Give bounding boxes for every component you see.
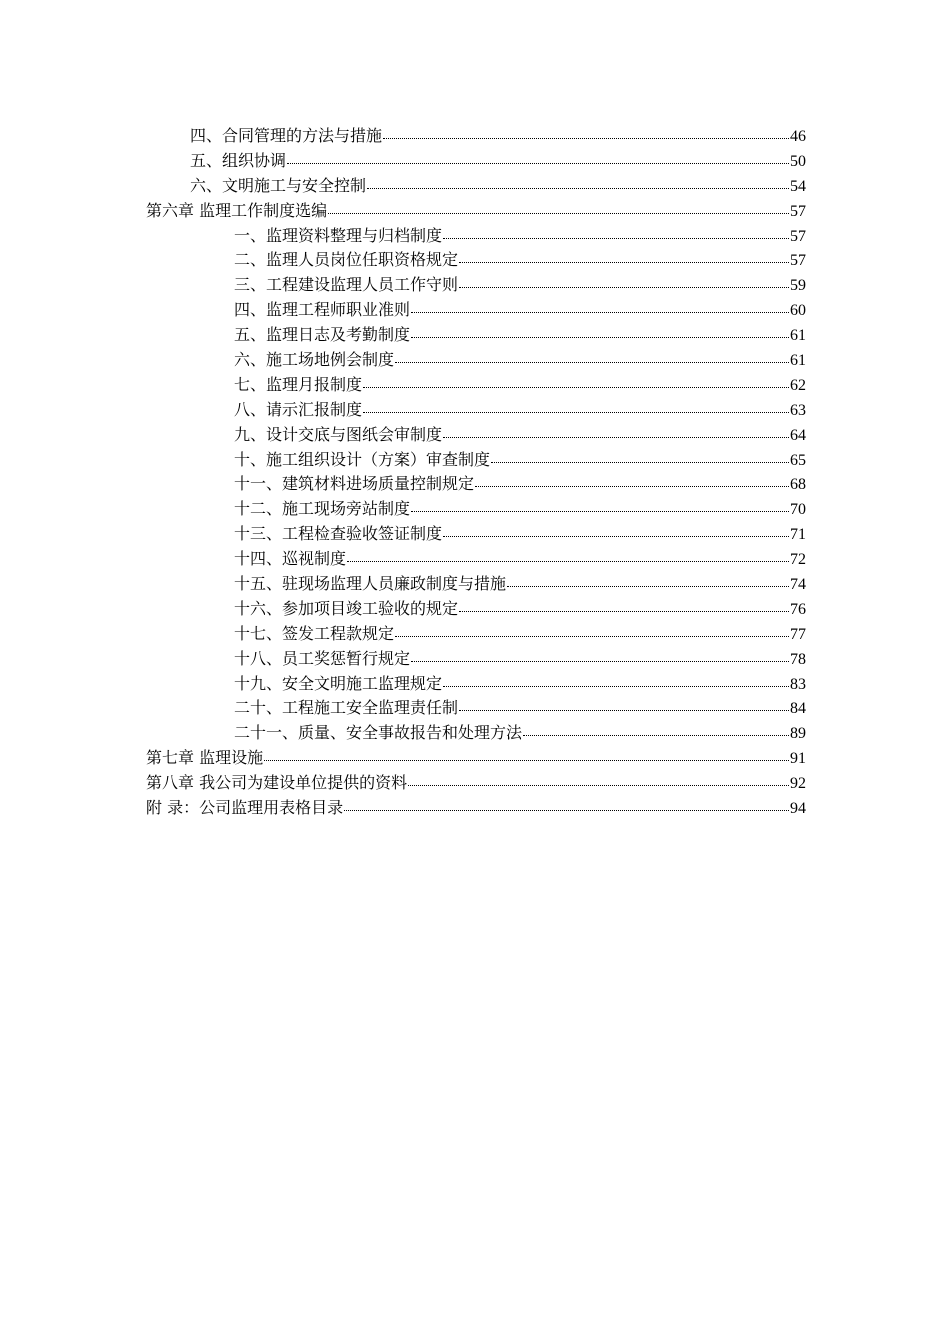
toc-section-entry[interactable] (146, 547, 806, 572)
table-of-contents (146, 124, 806, 821)
toc-entry-title: 九、设计交底与图纸会审制度 (234, 424, 443, 444)
toc-section-entry[interactable] (146, 373, 806, 398)
toc-entry-title: 附 录：公司监理用表格目录 (146, 798, 344, 818)
toc-entry-title: 六、施工场地例会制度 (234, 350, 395, 370)
toc-page-number: 57 (790, 252, 806, 270)
toc-page-number: 62 (790, 376, 806, 394)
toc-page-number: 71 (790, 526, 806, 544)
toc-dot-leader (443, 225, 789, 241)
toc-page-number: 57 (790, 227, 806, 245)
toc-section-entry[interactable] (146, 522, 806, 547)
toc-entry-title: 十六、参加项目竣工验收的规定 (234, 598, 459, 618)
toc-dot-leader (443, 673, 789, 689)
toc-section-entry[interactable] (146, 273, 806, 298)
toc-dot-leader (459, 249, 789, 265)
toc-entry-title: 十五、驻现场监理人员廉政制度与措施 (234, 574, 507, 594)
toc-page-number: 77 (790, 625, 806, 643)
toc-dot-leader (411, 648, 789, 664)
toc-dot-leader (491, 449, 789, 465)
toc-chapter-entry[interactable] (146, 796, 806, 821)
toc-entry-title: 十、施工组织设计（方案）审查制度 (234, 449, 491, 469)
toc-page-number: 63 (790, 401, 806, 419)
toc-dot-leader (411, 324, 789, 340)
toc-entry-title: 五、组织协调 (190, 150, 287, 170)
toc-chapter-entry[interactable] (146, 199, 806, 224)
toc-page-number: 64 (790, 426, 806, 444)
toc-entry-title: 四、合同管理的方法与措施 (190, 126, 383, 145)
toc-entry-title: 二、监理人员岗位任职资格规定 (234, 250, 459, 270)
toc-section-entry[interactable] (146, 572, 806, 597)
toc-dot-leader (287, 150, 789, 166)
toc-entry-title: 八、请示汇报制度 (234, 399, 363, 419)
toc-entry-title: 第八章 我公司为建设单位提供的资料 (146, 773, 408, 793)
toc-entry-title: 二十、工程施工安全监理责任制 (234, 698, 459, 718)
toc-entry-title: 五、监理日志及考勤制度 (234, 325, 411, 345)
toc-page-number: 50 (790, 152, 806, 170)
toc-section-entry[interactable] (146, 124, 806, 149)
toc-dot-leader (264, 747, 789, 763)
toc-dot-leader (475, 473, 789, 489)
toc-section-entry[interactable] (146, 647, 806, 672)
toc-dot-leader (347, 548, 789, 564)
toc-section-entry[interactable] (146, 248, 806, 273)
toc-dot-leader (443, 523, 789, 539)
toc-page-number: 54 (790, 177, 806, 195)
toc-dot-leader (363, 374, 789, 390)
toc-dot-leader (459, 598, 789, 614)
toc-page-number: 74 (790, 576, 806, 594)
toc-page-number: 84 (790, 700, 806, 718)
toc-page-number: 68 (790, 476, 806, 494)
toc-dot-leader (395, 623, 789, 639)
toc-section-entry[interactable] (146, 423, 806, 448)
toc-entry-title: 六、文明施工与安全控制 (190, 175, 367, 195)
toc-entry-title: 七、监理月报制度 (234, 374, 363, 394)
toc-entry-title: 第七章 监理设施 (146, 748, 264, 768)
toc-entry-title: 十三、工程检查验收签证制度 (234, 524, 443, 544)
toc-dot-leader (411, 498, 789, 514)
toc-dot-leader (383, 125, 789, 141)
toc-section-entry[interactable] (146, 398, 806, 423)
toc-page-number: 61 (790, 352, 806, 370)
toc-chapter-entry[interactable] (146, 771, 806, 796)
toc-section-entry[interactable] (146, 597, 806, 622)
toc-entry-title: 十四、巡视制度 (234, 549, 347, 569)
toc-dot-leader (363, 399, 789, 415)
toc-entry-title: 十七、签发工程款规定 (234, 623, 395, 643)
toc-dot-leader (459, 697, 789, 713)
toc-page-number: 46 (790, 128, 806, 145)
toc-dot-leader (459, 274, 789, 290)
toc-section-entry[interactable] (146, 448, 806, 473)
toc-entry-title: 十一、建筑材料进场质量控制规定 (234, 474, 475, 494)
toc-entry-title: 十八、员工奖惩暂行规定 (234, 648, 411, 668)
toc-dot-leader (367, 175, 789, 191)
toc-section-entry[interactable] (146, 696, 806, 721)
toc-entry-title: 第六章 监理工作制度选编 (146, 200, 328, 220)
toc-entry-title: 十九、安全文明施工监理规定 (234, 673, 443, 693)
toc-entry-title: 三、工程建设监理人员工作守则 (234, 275, 459, 295)
toc-section-entry[interactable] (146, 323, 806, 348)
toc-entry-title: 四、监理工程师职业准则 (234, 300, 411, 320)
toc-section-entry[interactable] (146, 224, 806, 249)
toc-page-number: 92 (790, 775, 806, 793)
toc-section-entry[interactable] (146, 622, 806, 647)
toc-dot-leader (443, 424, 789, 440)
toc-section-entry[interactable] (146, 472, 806, 497)
toc-page-number: 70 (790, 501, 806, 519)
toc-section-entry[interactable] (146, 672, 806, 697)
toc-section-entry[interactable] (146, 298, 806, 323)
toc-dot-leader (523, 722, 789, 738)
toc-dot-leader (408, 772, 789, 788)
toc-section-entry[interactable] (146, 348, 806, 373)
toc-dot-leader (328, 200, 789, 216)
toc-entry-title: 一、监理资料整理与归档制度 (234, 225, 443, 245)
toc-page-number: 57 (790, 202, 806, 220)
toc-section-entry[interactable] (146, 174, 806, 199)
toc-page-number: 60 (790, 302, 806, 320)
toc-page-number: 59 (790, 277, 806, 295)
toc-section-entry[interactable] (146, 497, 806, 522)
toc-dot-leader (507, 573, 789, 589)
toc-page-number: 78 (790, 650, 806, 668)
toc-section-entry[interactable] (146, 721, 806, 746)
toc-page-number: 83 (790, 675, 806, 693)
toc-page-number: 72 (790, 551, 806, 569)
toc-page-number: 94 (790, 800, 806, 818)
toc-dot-leader (344, 797, 789, 813)
toc-entry-title: 二十一、质量、安全事故报告和处理方法 (234, 723, 523, 743)
toc-section-entry[interactable] (146, 149, 806, 174)
toc-page-number: 65 (790, 451, 806, 469)
toc-page-number: 89 (790, 725, 806, 743)
toc-page-number: 76 (790, 600, 806, 618)
toc-page-number: 61 (790, 327, 806, 345)
toc-page-number: 91 (790, 750, 806, 768)
toc-chapter-entry[interactable] (146, 746, 806, 771)
toc-dot-leader (395, 349, 789, 365)
toc-entry-title: 十二、施工现场旁站制度 (234, 499, 411, 519)
toc-dot-leader (411, 299, 789, 315)
